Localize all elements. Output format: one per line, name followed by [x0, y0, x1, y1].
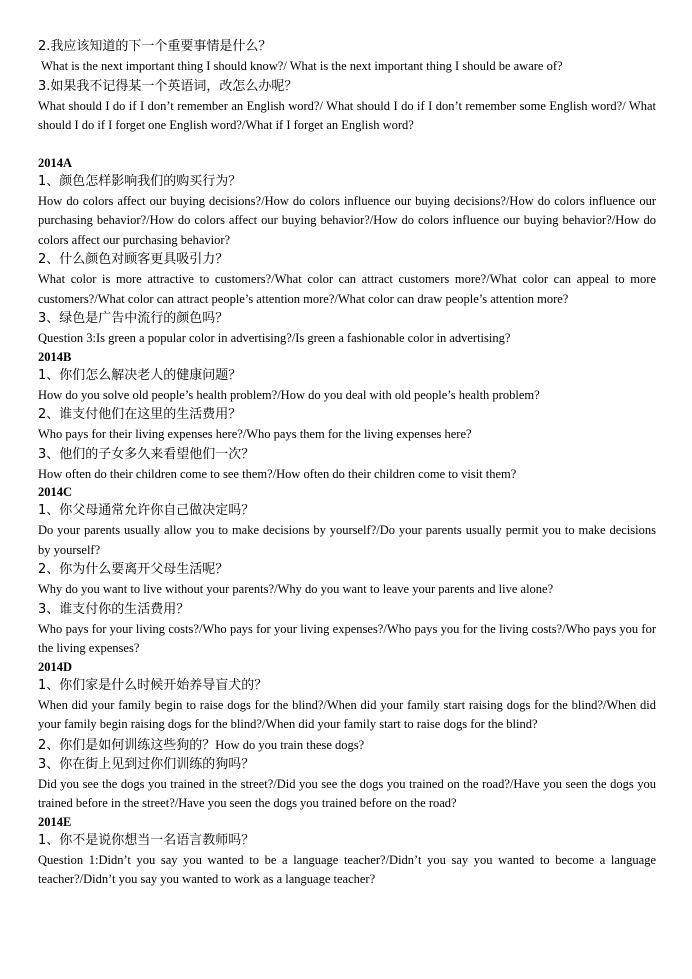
section-heading: 2014C — [38, 485, 73, 499]
english-answers: What color is more attractive to customers?/What color can attract customers more?/What color can appeal to more customers?/What color can attract people’s attention more?/What color can draw people’s attention more? — [38, 272, 656, 306]
chinese-question — [38, 37, 656, 57]
spacer — [38, 136, 656, 155]
question-text: 3、绿色是广告中流行的颜色吗？ — [38, 311, 229, 326]
english-answers: When did your family begin to raise dogs for the blind?/When did your family start raising dogs for the blind?/When did your family begin raising dogs for the blind?/When did your family start to raise dogs for the blind? — [38, 697, 656, 731]
section-heading: 2014A — [38, 155, 73, 170]
chinese-question — [38, 366, 656, 386]
question-text: 2、你为什么要离开父母生活呢？ — [38, 562, 229, 577]
question-text: 2、什么颜色对顾客更具吸引力？ — [38, 252, 229, 267]
english-answers: Who pays for their living expenses here?/Who pays them for the living expenses here? — [38, 427, 472, 441]
chinese-question — [38, 501, 656, 521]
chinese-question — [38, 600, 656, 620]
chinese-question — [38, 405, 656, 425]
question-text: 1、你不是说你想当一名语言教师吗？ — [38, 832, 255, 848]
question-text: 3、你在街上见到过你们训练的狗吗？ — [38, 756, 255, 772]
chinese-question — [38, 831, 656, 851]
english-answers: Question 3:Is green a popular color in advertising?/Is green a fashionable color in advertising? — [38, 331, 511, 345]
english-answers: What is the next important thing I should know?/ What is the next important thing I should be aware of? — [41, 59, 563, 73]
english-answer-inline: How do you train these dogs? — [215, 737, 365, 752]
question-text: 3.如果我不记得某一个英语词，改怎么办呢？ — [38, 78, 298, 94]
question-text: 3、他们的子女多久来看望他们一次？ — [38, 446, 255, 462]
section-heading: 2014D — [38, 659, 73, 674]
question-text: 1、你们家是什么时候开始养导盲犬的？ — [38, 677, 268, 693]
question-text: 1、颜色怎样影响我们的购买行为？ — [38, 173, 242, 189]
document-page — [38, 37, 656, 890]
chinese-question — [38, 755, 656, 775]
chinese-question — [38, 735, 656, 755]
section-heading: 2014E — [38, 814, 72, 829]
english-answers: Do your parents usually allow you to make decisions by yourself?/Do your parents usually permit you to make decisions by yourself? — [38, 523, 656, 557]
english-answers: Who pays for your living costs?/Who pays for your living expenses?/Who pays you for the living costs?/Who pays you for the living expenses? — [38, 621, 656, 655]
english-answers: Question 1:Didn’t you say you wanted to be a language teacher?/Didn’t you say you wanted to become a language teacher?/Didn’t you say you wanted to work as a language teacher? — [38, 852, 656, 886]
question-text: 2、你们是如何训练这些狗的？ — [38, 737, 216, 753]
chinese-question — [38, 309, 656, 329]
section-heading: 2014B — [38, 349, 72, 364]
question-text: 3、谁支付你的生活费用？ — [38, 601, 190, 617]
question-text: 2.我应该知道的下一个重要事情是什么？ — [38, 39, 272, 54]
english-answers: How do colors affect our buying decisions?/How do colors influence our buying decisions?/How do colors influence our purchasing behavior?/How do colors affect our buying behavior?/How do colors influence our buying behavior?/How do colors affect our purchasing behavior? — [38, 193, 656, 247]
chinese-question — [38, 676, 656, 696]
english-answers: Why do you want to live without your parents?/Why do you want to leave your parents and live alone? — [38, 582, 554, 596]
question-text: 1、你们怎么解决老人的健康问题？ — [38, 367, 242, 383]
english-answers: How often do their children come to see them?/How often do their children come to visit them? — [38, 466, 517, 481]
english-answers: How do you solve old people’s health problem?/How do you deal with old people’s health problem? — [38, 387, 540, 402]
chinese-question — [38, 250, 656, 270]
chinese-question — [38, 77, 656, 97]
english-answers: What should I do if I don’t remember an English word?/ What should I do if I don’t remember some English word?/ What should I do if I forget one English word?/What if I forget an English word? — [38, 98, 656, 132]
question-text: 2、谁支付他们在这里的生活费用？ — [38, 407, 242, 422]
chinese-question — [38, 172, 656, 192]
question-text: 1、你父母通常允许你自己做决定吗？ — [38, 503, 255, 518]
chinese-question — [38, 560, 656, 580]
chinese-question — [38, 445, 656, 465]
english-answers: Did you see the dogs you trained in the street?/Did you see the dogs you trained on the road?/Have you seen the dogs you trained before in the street?/Have you seen the dogs you trained before on the road? — [38, 776, 656, 810]
